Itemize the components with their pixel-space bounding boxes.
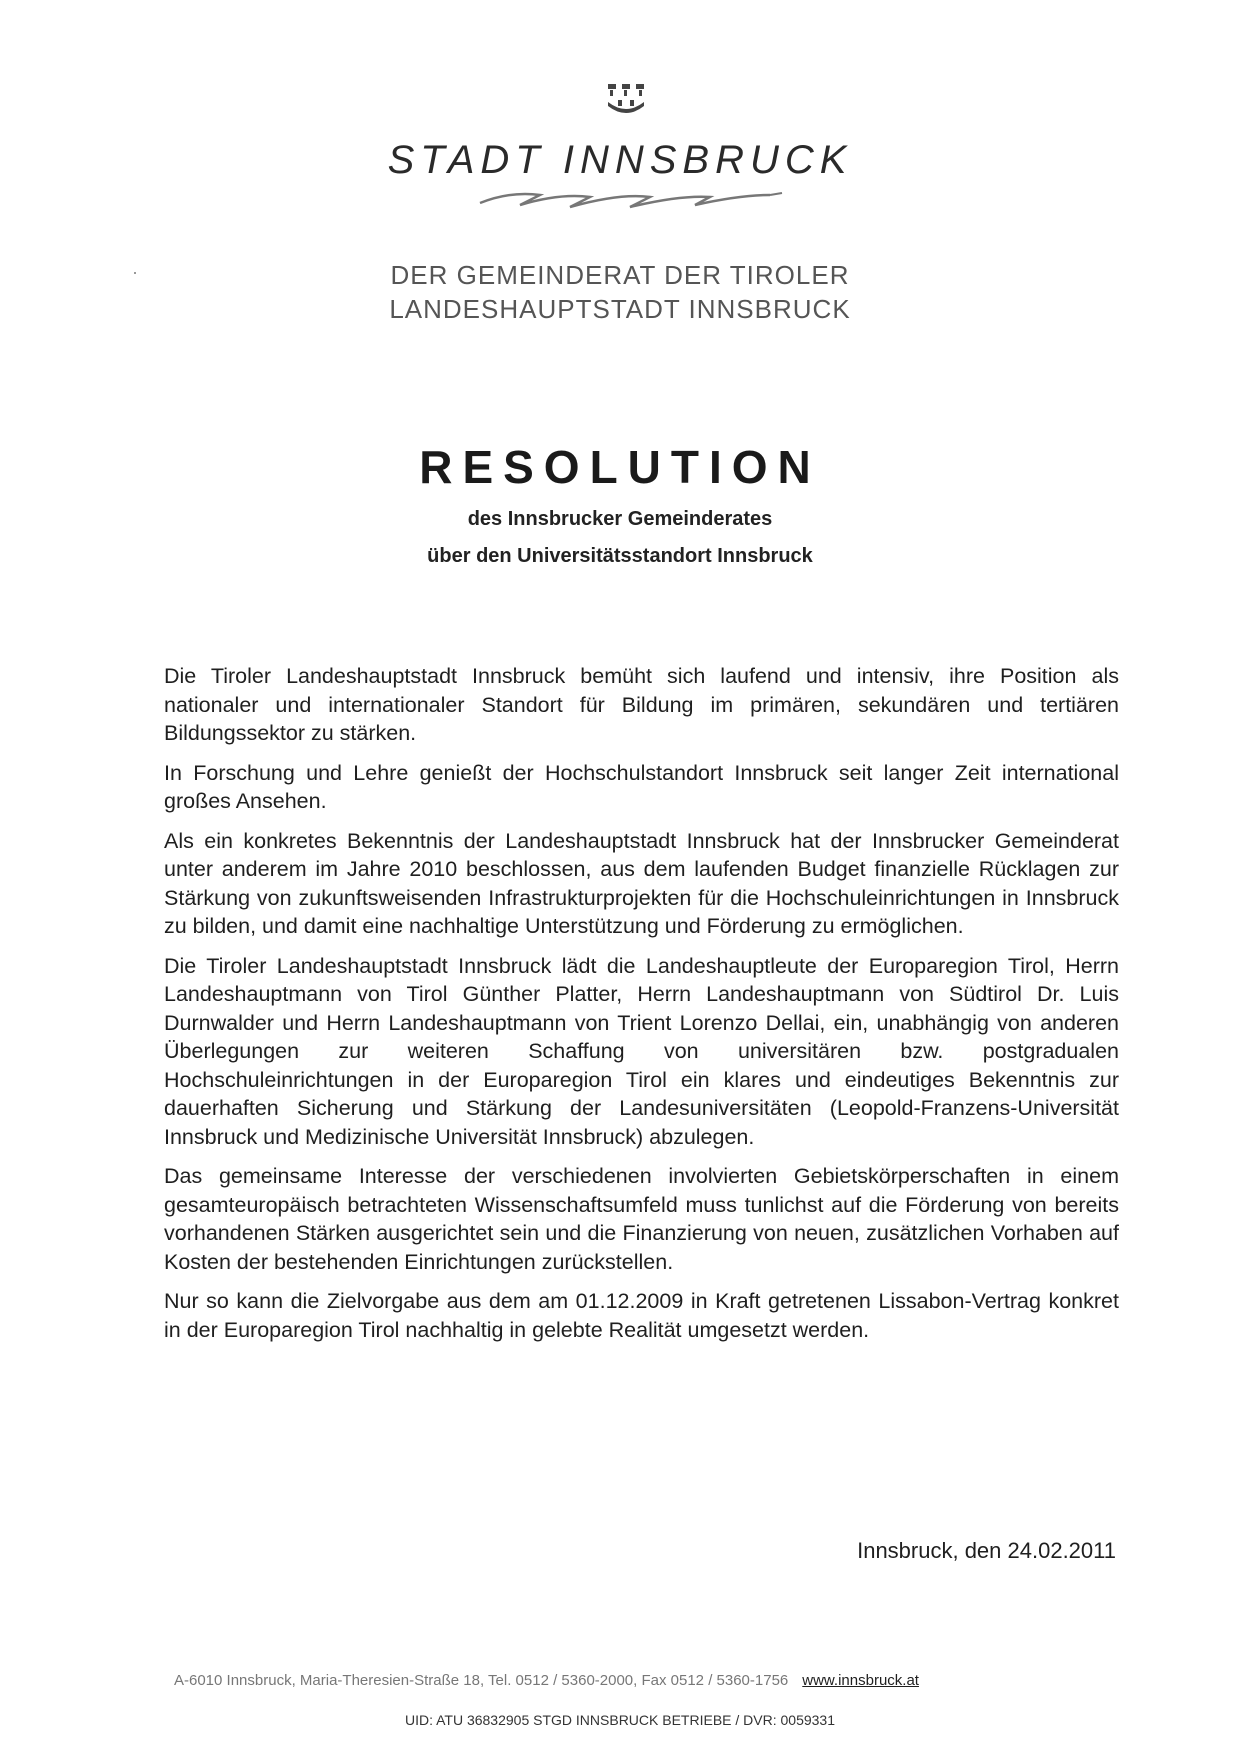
- paragraph: In Forschung und Lehre genießt der Hochschulstandort Innsbruck seit langer Zeit international großes Ansehen.: [164, 760, 1119, 813]
- paragraph: Die Tiroler Landeshauptstadt Innsbruck lädt die Landeshauptleute der Europaregion Tirol, Herrn Landeshauptmann von Tirol Günther Platter, Herrn Landeshauptmann von Südtirol Dr. Luis Durnwalder und Herrn Landeshauptmann von Trient Lorenzo Dellai, ein, unabhängig von anderen Überlegungen zur weiteren Schaffung von universitären bzw. postgradualen Hochschuleinrichtungen in der Europaregion Tirol ein klares und eindeutiges Bekenntnis zur dauerhaften Sicherung und Stärkung der Landesuniversitäten (Leopold-Franzens-Universität Innsbruck und Medizinische Universität Innsbruck) abzulegen.: [164, 953, 1119, 1149]
- wave-swoosh-icon: [470, 185, 790, 211]
- innsbruck-bridge-emblem-icon: [606, 82, 646, 118]
- city-name: STADT INNSBRUCK: [387, 138, 853, 182]
- council-line-2: LANDESHAUPTSTADT INNSBRUCK: [389, 294, 851, 324]
- footer-address-line: [174, 1672, 919, 1689]
- footer-registry-line: UID: ATU 36832905 STGD INNSBRUCK BETRIEBE / DVR: 0059331: [404, 1712, 836, 1728]
- date-line: Innsbruck, den 24.02.2011: [857, 1538, 1116, 1563]
- document-subtitle-2: über den Universitätsstandort Innsbruck: [427, 545, 813, 567]
- website-link[interactable]: www.innsbruck.at: [802, 1672, 919, 1689]
- paragraph: Als ein konkretes Bekenntnis der Landeshauptstadt Innsbruck hat der Innsbrucker Gemeinderat unter anderem im Jahre 2010 beschlossen, aus dem laufenden Budget finanzielle Rücklagen zur Stärkung von zukunftsweisenden Infrastrukturprojekten für die Hochschuleinrichtungen in Innsbruck zu bilden, und damit eine nachhaltige Unterstützung und Förderung zu ermöglichen.: [164, 828, 1119, 938]
- document-subtitle-1: des Innsbrucker Gemeinderates: [467, 508, 773, 530]
- document-title: RESOLUTION: [419, 441, 821, 493]
- resolution-body: [164, 662, 1119, 1355]
- footer-address: A-6010 Innsbruck, Maria-Theresien-Straße 18, Tel. 0512 / 5360-2000, Fax 0512 / 5360-1756: [174, 1672, 789, 1689]
- council-line-1: DER GEMEINDERAT DER TIROLER: [390, 260, 850, 290]
- council-header: [0, 258, 1240, 326]
- paragraph: Die Tiroler Landeshauptstadt Innsbruck bemüht sich laufend und intensiv, ihre Position als nationaler und internationaler Standort für Bildung im primären, sekundären und tertiären Bildungssektor zu stärken.: [164, 664, 1119, 745]
- paragraph: Nur so kann die Zielvorgabe aus dem am 01.12.2009 in Kraft getretenen Lissabon-Vertrag konkret in der Europaregion Tirol nachhaltig in gelebte Realität umgesetzt werden.: [164, 1289, 1119, 1342]
- paragraph: Das gemeinsame Interesse der verschiedenen involvierten Gebietskörperschaften in einem gesamteuropäisch betrachteten Wissenschaftsumfeld muss tunlichst auf die Förderung von bereits vorhandenen Stärken ausgerichtet sein und die Finanzierung von neuen, zusätzlichen Vorhaben auf Kosten der bestehenden Einrichtungen zurückstellen.: [164, 1164, 1119, 1274]
